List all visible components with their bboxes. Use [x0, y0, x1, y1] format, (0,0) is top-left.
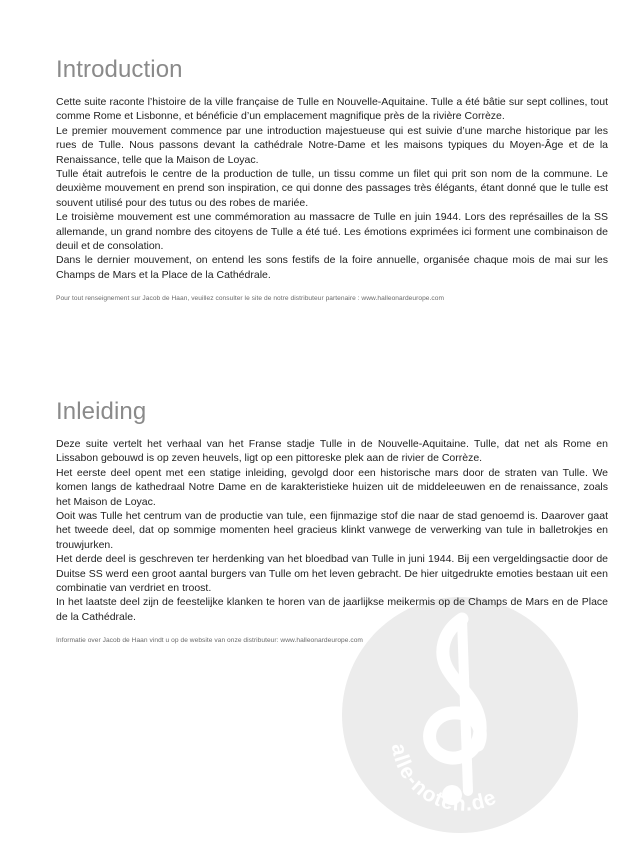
introduction-section [56, 56, 608, 302]
inleiding-paragraph: Deze suite vertelt het verhaal van het Franse stadje Tulle in de Nouvelle-Aquitaine. Tulle, dat net als Rome en Lissabon gebouwd is op zeven heuvels, ligt op een pittoreske plek aan de rivier de Corrèze. [56, 438, 608, 465]
introduction-paragraph: Le premier mouvement commence par une introduction majestueuse qui est suivie d’une marche historique par les rues de Tulle. Nous passons devant la cathédrale Notre-Dame et les maisons typiques du Moyen-Âge et de la Renaissance, telle que la Maison de Loyac. [56, 124, 608, 166]
introduction-title: Introduction [56, 56, 183, 83]
inleiding-paragraph: Het eerste deel opent met een statige inleiding, gevolgd door een historische mars door de straten van Tulle. We komen langs de kathedraal Notre Dame en de karakteristieke huizen uit de middeleeuwen en de renaissance, zoals het Maison de Loyac. [56, 466, 608, 508]
inleiding-body [56, 437, 608, 624]
inleiding-section [56, 398, 608, 644]
introduction-paragraph: Dans le dernier mouvement, on entend les sons festifs de la foire annuelle, organisée chaque mois de mai sur les Champs de Mars et la Place de la Cathédrale. [56, 254, 608, 281]
inleiding-paragraph: Het derde deel is geschreven ter herdenking van het bloedbad van Tulle in juni 1944. Bij een vergeldingsactie door de Duitse SS werd een groot aantal burgers van Tulle om het leven gebracht. De hier uitgedrukte emoties bestaan uit een combinatie van verdriet en troost. [56, 553, 608, 595]
inleiding-footnote: Informatie over Jacob de Haan vindt u op de website van onze distributeur: www.halleonardeurope.com [56, 637, 363, 645]
watermark-text: alle-noten.de [386, 741, 501, 816]
introduction-footnote: Pour tout renseignement sur Jacob de Haan, veuillez consulter le site de notre distributeur partenaire : www.halleonardeurope.com [56, 295, 445, 303]
introduction-paragraph: Cette suite raconte l’histoire de la ville française de Tulle en Nouvelle-Aquitaine. Tulle a été bâtie sur sept collines, tout comme Rome et Lisbonne, et bénéficie d’un emplacement magnifique près de la rivière Corrèze. [56, 96, 608, 123]
inleiding-paragraph: Ooit was Tulle het centrum van de productie van tule, een fijnmazige stof die naar de stad genoemd is. Daarover gaat het tweede deel, dat op sommige momenten heel gracieus klinkt vanwege de verwerking van tule in balletrokjes en trouwjurken. [56, 510, 608, 551]
introduction-body [56, 95, 608, 282]
inleiding-title: Inleiding [56, 398, 147, 425]
introduction-paragraph: Le troisième mouvement est une commémoration au massacre de Tulle en juin 1944. Lors des représailles de la SS allemande, un grand nombre des citoyens de Tulle a été tué. Les émotions exprimées ici forment une combinaison de deuil et de consolation. [56, 211, 608, 253]
inleiding-paragraph: In het laatste deel zijn de feestelijke klanken te horen van de jaarlijkse meikermis op de Champs de Mars en de Place de la Cathédrale. [56, 596, 608, 623]
introduction-paragraph: Tulle était autrefois le centre de la production de tulle, un tissu comme un filet qui prit son nom de la commune. Le deuxième mouvement en prend son inspiration, ce qui donne des passages très élégants, étant donné que le tulle est souvent utilisé pour des tutus ou des robes de mariée. [56, 168, 608, 209]
